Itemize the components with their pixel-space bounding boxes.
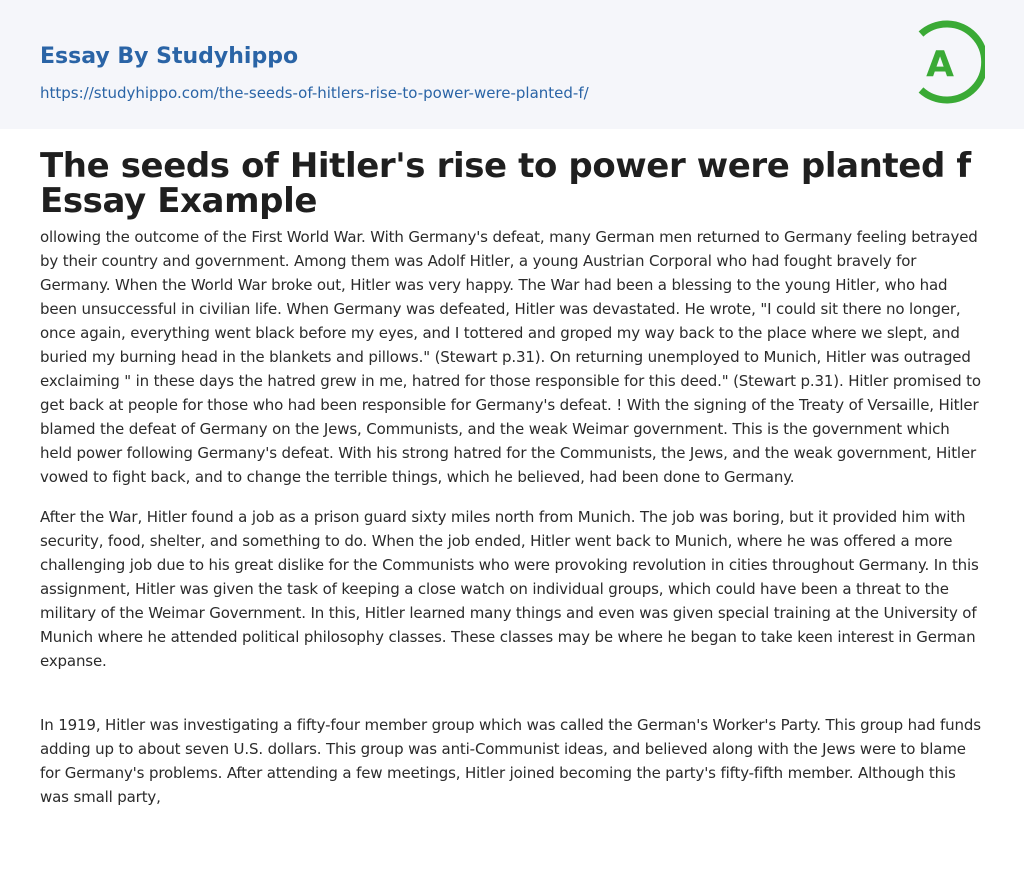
- essay-paragraph: ollowing the outcome of the First World War. With Germany's defeat, many German men returned to Germany feeling betrayed by their country and government. Among them was Adolf Hitler, a young Austrian Corporal who had fought bravely for Germany. When the World War broke out, Hitler was very happy. The War had been a blessing to the young Hitler, who had been unsuccessful in civilian life. When Germany was defeated, Hitler was devastated. He wrote, "I could sit there no longer, once again, everything went black before my eyes, and I tottered and groped my way back to the place where we slept, and buried my burning head in the blankets and pillows." (Stewart p.31). On returning unemployed to Munich, Hitler was outraged exclaiming " in these days the hatred grew in me, hatred for those responsible for this deed." (Stewart p.31). Hitler promised to get back at people for those who had been responsible for Germany's defeat. ! With the signing of the Treaty of Versaille, Hitler blamed the defeat of Germany on the Jews, Communists, and the weak Weimar government. This is the government which held power following Germany's defeat. With his strong hatred for the Communists, the Jews, and the weak government, Hitler vowed to fight back, and to change the terrible things, which he believed, had been done to Germany.: [40, 228, 981, 486]
- essay-paragraph: After the War, Hitler found a job as a prison guard sixty miles north from Munich. The job was boring, but it provided him with security, food, shelter, and something to do. When the job ended, Hitler went back to Munich, where he was offered a more challenging job due to his great dislike for the Communists who were provoking revolution in cities throughout Germany. In this assignment, Hitler was given the task of keeping a close watch on individual groups, which could have been a threat to the military of the Weimar Government. In this, Hitler learned many things and even was given special training at the University of Munich where he attended political philosophy classes. These classes may be where he began to take keen interest in German expanse.: [40, 508, 979, 670]
- site-brand[interactable]: Essay By Studyhippo: [40, 44, 299, 69]
- site-header: [0, 0, 1024, 129]
- essay-content: [0, 129, 1024, 809]
- page-title: The seeds of Hitler's rise to power were planted f Essay Example: [40, 146, 971, 221]
- source-url-link[interactable]: https://studyhippo.com/the-seeds-of-hitlers-rise-to-power-were-planted-f/: [40, 84, 589, 102]
- essay-paragraph: In 1919, Hitler was investigating a fifty-four member group which was called the German's Worker's Party. This group had funds adding up to about seven U.S. dollars. This group was anti-Communist ideas, and believed along with the Jews were to blame for Germany's problems. After attending a few meetings, Hitler joined becoming the party's fifty-fifth member. Although this was small party,: [40, 716, 981, 806]
- studyhippo-logo-icon[interactable]: [913, 20, 985, 104]
- logo-letter: A: [926, 44, 954, 85]
